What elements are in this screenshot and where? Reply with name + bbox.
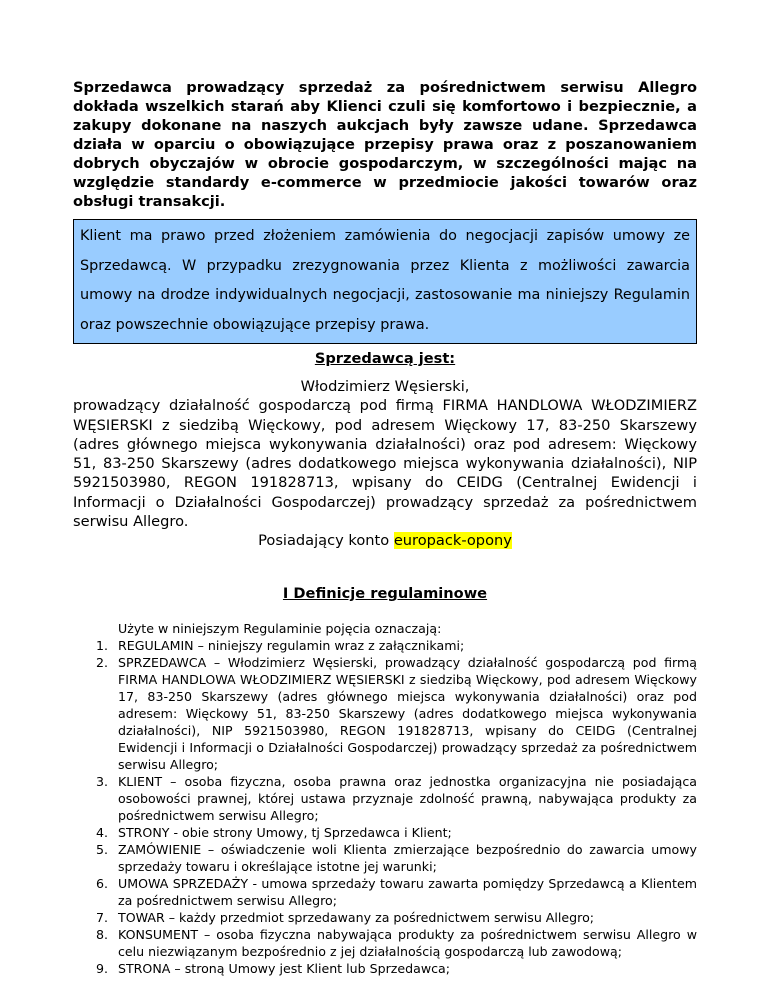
definition-text: REGULAMIN – niniejszy regulamin wraz z załącznikami; (118, 637, 465, 653)
definition-item (73, 773, 697, 824)
definition-number: 2. (96, 654, 109, 670)
definition-item (73, 926, 697, 960)
definition-number: 8. (96, 926, 109, 942)
seller-info (73, 377, 697, 551)
definition-text: ZAMÓWIENIE – oświadczenie woli Klienta zmierzające bezpośrednio do zawarcia umowy sprzedaży towaru i określające istotne jej warunki; (118, 841, 697, 874)
seller-account (73, 531, 697, 550)
definition-item (73, 637, 697, 654)
definition-text: SPRZEDAWCA – Włodzimierz Węsierski, prowadzący działalność gospodarczą pod firmą FIRMA HANDLOWA WŁODZIMIERZ WĘSIERSKI z siedzibą Więckowy, pod adresem Więckowy 17, 83-250 Skarszewy (adres głównego miejsca wykonywania działalności) oraz pod adresem: Więckowy 51, 83-250 Skarszewy (adres dodatkowego miejsca wykonywania działalności), NIP 5921503980, REGON 191828713, wpisany do CEIDG (Centralnej Ewidencji i Informacji o Działalności Gospodarczej) prowadzący sprzedaż za pośrednictwem serwisu Allegro; (118, 654, 697, 772)
account-prefix: Posiadający konto (258, 532, 390, 550)
definition-number: 1. (96, 637, 109, 653)
definition-number: 6. (96, 875, 109, 891)
definition-number: 5. (96, 841, 109, 857)
definition-number: 4. (96, 824, 109, 840)
definition-item (73, 909, 697, 926)
definition-number: 9. (96, 960, 109, 976)
seller-heading: Sprzedawcą jest: (314, 350, 456, 367)
definition-text: KLIENT – osoba fizyczna, osoba prawna oraz jednostka organizacyjna nie posiadająca osobowości prawnej, której ustawa przyznaje zdolność prawną, nabywająca produkty za pośrednictwem serwisu Allegro; (118, 773, 697, 823)
definition-number: 3. (96, 773, 109, 789)
definition-text: STRONA – stroną Umowy jest Klient lub Sprzedawca; (118, 960, 451, 976)
definition-item (73, 824, 697, 841)
definition-item (73, 960, 697, 977)
document-page (73, 78, 697, 977)
account-name: europack-opony (393, 532, 512, 550)
seller-name: Włodzimierz Węsierski, (300, 378, 470, 395)
definition-text: KONSUMENT – osoba fizyczna nabywająca produkty za pośrednictwem serwisu Allegro w celu niezwiązanym bezpośrednio z jej działalnością gospodarczą lub zawodową; (118, 926, 697, 959)
definitions-list (73, 637, 697, 977)
definition-item (73, 654, 697, 773)
definitions-section (73, 620, 697, 977)
definitions-heading: I Definicje regulaminowe (282, 584, 488, 602)
definition-text: UMOWA SPRZEDAŻY - umowa sprzedaży towaru zawarta pomiędzy Sprzedawcą a Klientem za pośrednictwem serwisu Allegro; (118, 875, 697, 908)
definition-number: 7. (96, 909, 109, 925)
definition-item (73, 875, 697, 909)
negotiation-info-box: Klient ma prawo przed złożeniem zamówienia do negocjacji zapisów umowy ze Sprzedawcą. W przypadku zrezygnowania przez Klienta z możliwości zawarcia umowy na drodze indywidualnych negocjacji, zastosowanie ma niniejszy Regulamin oraz powszechnie obowiązujące przepisy prawa. (73, 219, 697, 344)
definition-text: TOWAR – każdy przedmiot sprzedawany za pośrednictwem serwisu Allegro; (118, 909, 595, 925)
definition-text: STRONY - obie strony Umowy, tj Sprzedawca i Klient; (118, 824, 452, 840)
seller-description: prowadzący działalność gospodarczą pod firmą FIRMA HANDLOWA WŁODZIMIERZ WĘSIERSKI z siedzibą Więckowy, pod adresem Więckowy 17, 83-250 Skarszewy (adres głównego miejsca wykonywania działalności) oraz pod adresem: Więckowy 51, 83-250 Skarszewy (adres dodatkowego miejsca wykonywania działalności), NIP 5921503980, REGON 191828713, wpisany do CEIDG (Centralnej Ewidencji i Informacji o Działalności Gospodarczej) prowadzący sprzedaż za pośrednictwem serwisu Allegro. (73, 397, 697, 531)
definition-item (73, 841, 697, 875)
definitions-lead: Użyte w niniejszym Regulaminie pojęcia oznaczają: (118, 620, 442, 636)
intro-paragraph: Sprzedawca prowadzący sprzedaż za pośrednictwem serwisu Allegro dokłada wszelkich starań aby Klienci czuli się komfortowo i bezpiecznie, a zakupy dokonane na naszych aukcjach były zawsze udane. Sprzedawca działa w oparciu o obowiązujące przepisy prawa oraz z poszanowaniem dobrych obyczajów w obrocie gospodarczym, w szczególności mając na względzie standardy e-commerce w przedmiocie jakości towarów oraz obsługi transakcji. (73, 79, 697, 210)
